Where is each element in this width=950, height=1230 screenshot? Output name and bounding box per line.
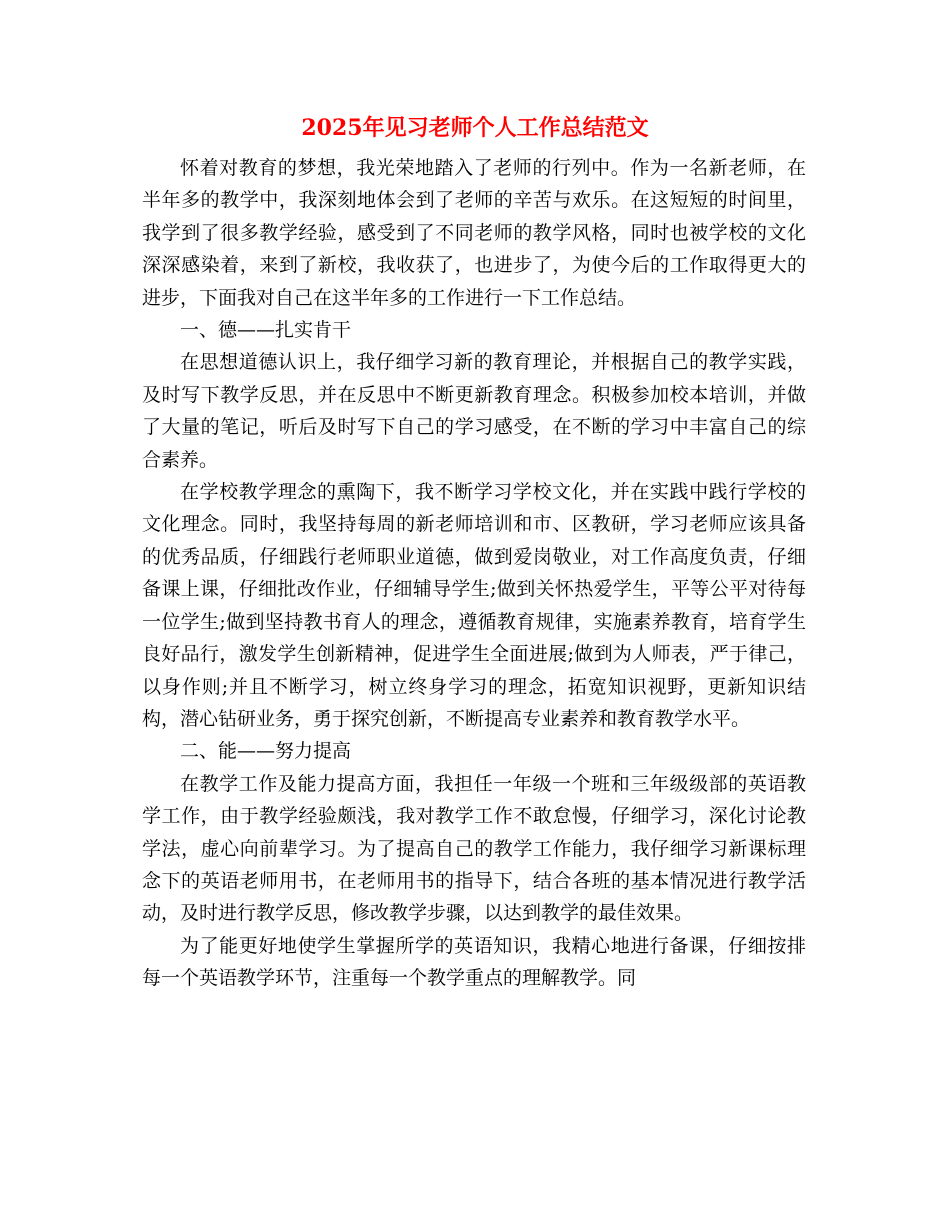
document-title: 2025年见习老师个人工作总结范文 — [301, 115, 649, 141]
paragraph-morality-1: 在思想道德认识上，我仔细学习新的教育理论，并根据自己的教学实践，及时写下教学反思，并在反思中不断更新教育理念。积极参加校本培训，并做了大量的笔记，听后及时写下自己的学习感受，在不断的学习中丰富自己的综合素养。 — [142, 351, 806, 471]
paragraph-intro: 怀着对教育的梦想，我光荣地踏入了老师的行列中。作为一名新老师，在半年多的教学中，我深刻地体会到了老师的辛苦与欢乐。在这短短的时间里，我学到了很多教学经验，感受到了不同老师的教学风格，同时也被学校的文化深深感染着，来到了新校，我收获了，也进步了，为使今后的工作取得更大的进步，下面我对自己在这半年多的工作进行一下工作总结。 — [142, 157, 806, 309]
paragraph-ability-1: 在教学工作及能力提高方面，我担任一年级一个班和三年级级部的英语教学工作，由于教学经验颇浅，我对教学工作不敢怠慢，仔细学习，深化讨论教学法，虚心向前辈学习。为了提高自己的教学工作能力，我仔细学习新课标理念下的英语老师用书，在老师用书的指导下，结合各班的基本情况进行教学活动，及时进行教学反思，修改教学步骤，以达到教学的最佳效果。 — [142, 772, 806, 925]
document-body — [142, 152, 806, 995]
paragraph-morality-2: 在学校教学理念的熏陶下，我不断学习学校文化，并在实践中践行学校的文化理念。同时，我坚持每周的新老师培训和市、区教研，学习老师应该具备的优秀品质，仔细践行老师职业道德，做到爱岗敬业，对工作高度负责，仔细备课上课，仔细批改作业，仔细辅导学生;做到关怀热爱学生，平等公平对待每一位学生;做到坚持教书育人的理念，遵循教育规律，实施素养教育，培育学生良好品行，激发学生创新精神，促进学生全面进展;做到为人师表，严于律己，以身作则;并且不断学习，树立终身学习的理念，拓宽知识视野，更新知识结构，潜心钻研业务，勇于探究创新，不断提高专业素养和教育教学水平。 — [142, 481, 806, 730]
paragraph-ability-2: 为了能更好地使学生掌握所学的英语知识，我精心地进行备课，仔细按排每一个英语教学环节，注重每一个教学重点的理解教学。同 — [142, 934, 806, 990]
section-heading-morality: 一、德——扎实肯干 — [180, 319, 352, 342]
section-heading-ability: 二、能——努力提高 — [180, 740, 352, 763]
